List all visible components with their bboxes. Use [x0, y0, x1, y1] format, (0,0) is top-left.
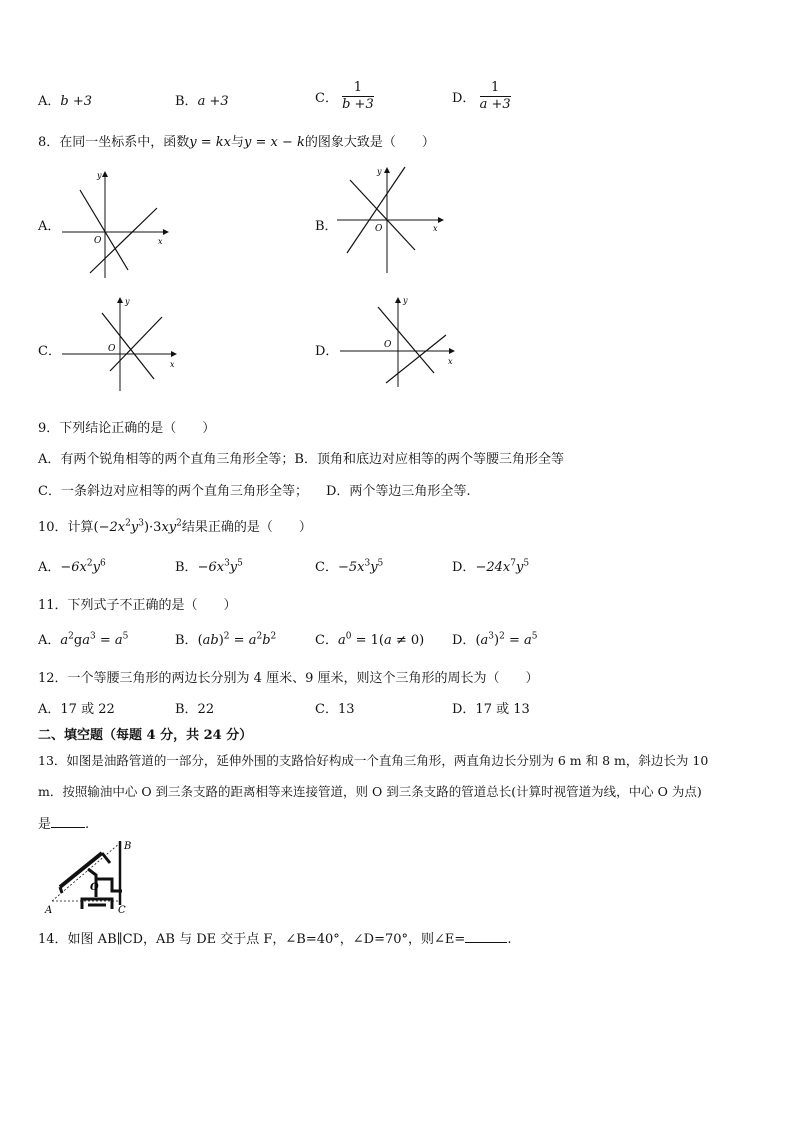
q10-option-b: B．$-6x^3y^5$: [175, 558, 243, 575]
q10-option-c: C．$-5x^3y^5$: [315, 558, 384, 575]
axis-label-y: y: [97, 171, 102, 180]
origin-label: O: [384, 340, 392, 350]
q11-option-b: B．$(ab)^2 = a^2b^2$: [175, 631, 277, 648]
axis-label-x: x: [170, 360, 175, 369]
q13-line2: m．按照输油中心 O 到三条支路的距离相等来连接管道，则 O 到三条支路的管道总长(计算时视管道为线，中心 O 为点): [38, 784, 702, 799]
origin-label: O: [94, 236, 102, 246]
q11-option-a: A．$a^2ga^3 = a^5$: [38, 631, 129, 648]
section-heading: 二、填空题（每题 4 分，共 24 分）: [38, 728, 253, 743]
axis-label-x: x: [433, 224, 438, 233]
option-label: A．: [38, 94, 61, 109]
axis-label-x: x: [158, 237, 163, 246]
q9-stem: 9．下列结论正确的是（ ）: [38, 421, 216, 436]
q13-line1: 13．如图是油路管道的一部分，延伸外围的支路恰好构成一个直角三角形，两直角边长分别为 6 m 和 8 m，斜边长为 10: [38, 753, 709, 768]
axis-label-y: y: [403, 296, 408, 305]
q10-option-d: D．$-24x^7y^5$: [452, 558, 530, 575]
q10-option-a: A．$-6x^2y^6$: [38, 558, 106, 575]
point-a-label: A: [45, 905, 53, 915]
q12-option-d: D．17 或 13: [452, 702, 530, 717]
option-label: D．: [452, 91, 476, 106]
point-b-label: B: [124, 841, 132, 852]
graph-a: [60, 168, 175, 280]
q7-option-a: [38, 90, 92, 109]
fraction: $\frac{1}{b +3}$: [342, 80, 374, 112]
option-expr: b +3: [60, 94, 93, 109]
q12-option-b: B．22: [175, 702, 215, 717]
option-expr: a +3: [197, 94, 229, 109]
axis-label-y: y: [125, 297, 130, 306]
pipeline-figure: [40, 835, 150, 915]
point-o-label: O: [90, 882, 99, 893]
graph-d: [338, 295, 458, 391]
q14-stem: 14．如图 AB∥CD，AB 与 DE 交于点 F，∠B=40°，∠D=70°，则∠E= .: [38, 932, 512, 947]
q10-stem: 10．计算$(-2x^2y^3)\cdot 3xy^2$结果正确的是（ ）: [38, 518, 312, 535]
fraction: $\frac{1}{a +3}$: [479, 80, 511, 112]
q13-line3: 是 .: [38, 817, 90, 832]
option-label: B．: [175, 94, 198, 109]
graph-c: [60, 295, 180, 393]
q8-stem: 8．在同一坐标系中，函数y = kx与y = x − k的图象大致是（ ）: [38, 135, 435, 150]
origin-label: O: [375, 224, 383, 234]
option-label: C．: [315, 91, 338, 106]
q11-option-d: D．$(a^3)^2 = a^5$: [452, 631, 538, 648]
q7-option-b: [175, 90, 229, 109]
q8-label-d: D．: [315, 344, 339, 359]
origin-label: O: [108, 344, 116, 354]
q9-line2: C．一条斜边对应相等的两个直角三角形全等； D．两个等边三角形全等.: [38, 484, 471, 499]
answer-blank: [51, 815, 85, 828]
q9-line1: A．有两个锐角相等的两个直角三角形全等；B．顶角和底边对应相等的两个等腰三角形全等: [38, 452, 564, 467]
axis-label-x: x: [448, 357, 453, 366]
axis-label-y: y: [377, 167, 382, 176]
answer-blank: [465, 930, 507, 943]
q12-option-a: A．17 或 22: [38, 702, 115, 717]
q8-label-a: A．: [38, 219, 61, 234]
q12-stem: 12．一个等腰三角形的两边长分别为 4 厘米、9 厘米，则这个三角形的周长为（ ）: [38, 671, 539, 686]
q7-option-c: [315, 80, 374, 113]
q11-option-c: C．$a^0 = 1(a \ne 0)$: [315, 631, 425, 648]
graph-b: [335, 165, 450, 277]
q12-option-c: C．13: [315, 702, 355, 717]
q7-option-d: [452, 80, 511, 113]
q11-stem: 11．下列式子不正确的是（ ）: [38, 598, 237, 613]
q8-label-b: B．: [315, 219, 338, 234]
point-c-label: C: [118, 905, 126, 915]
q8-label-c: C．: [38, 344, 61, 359]
